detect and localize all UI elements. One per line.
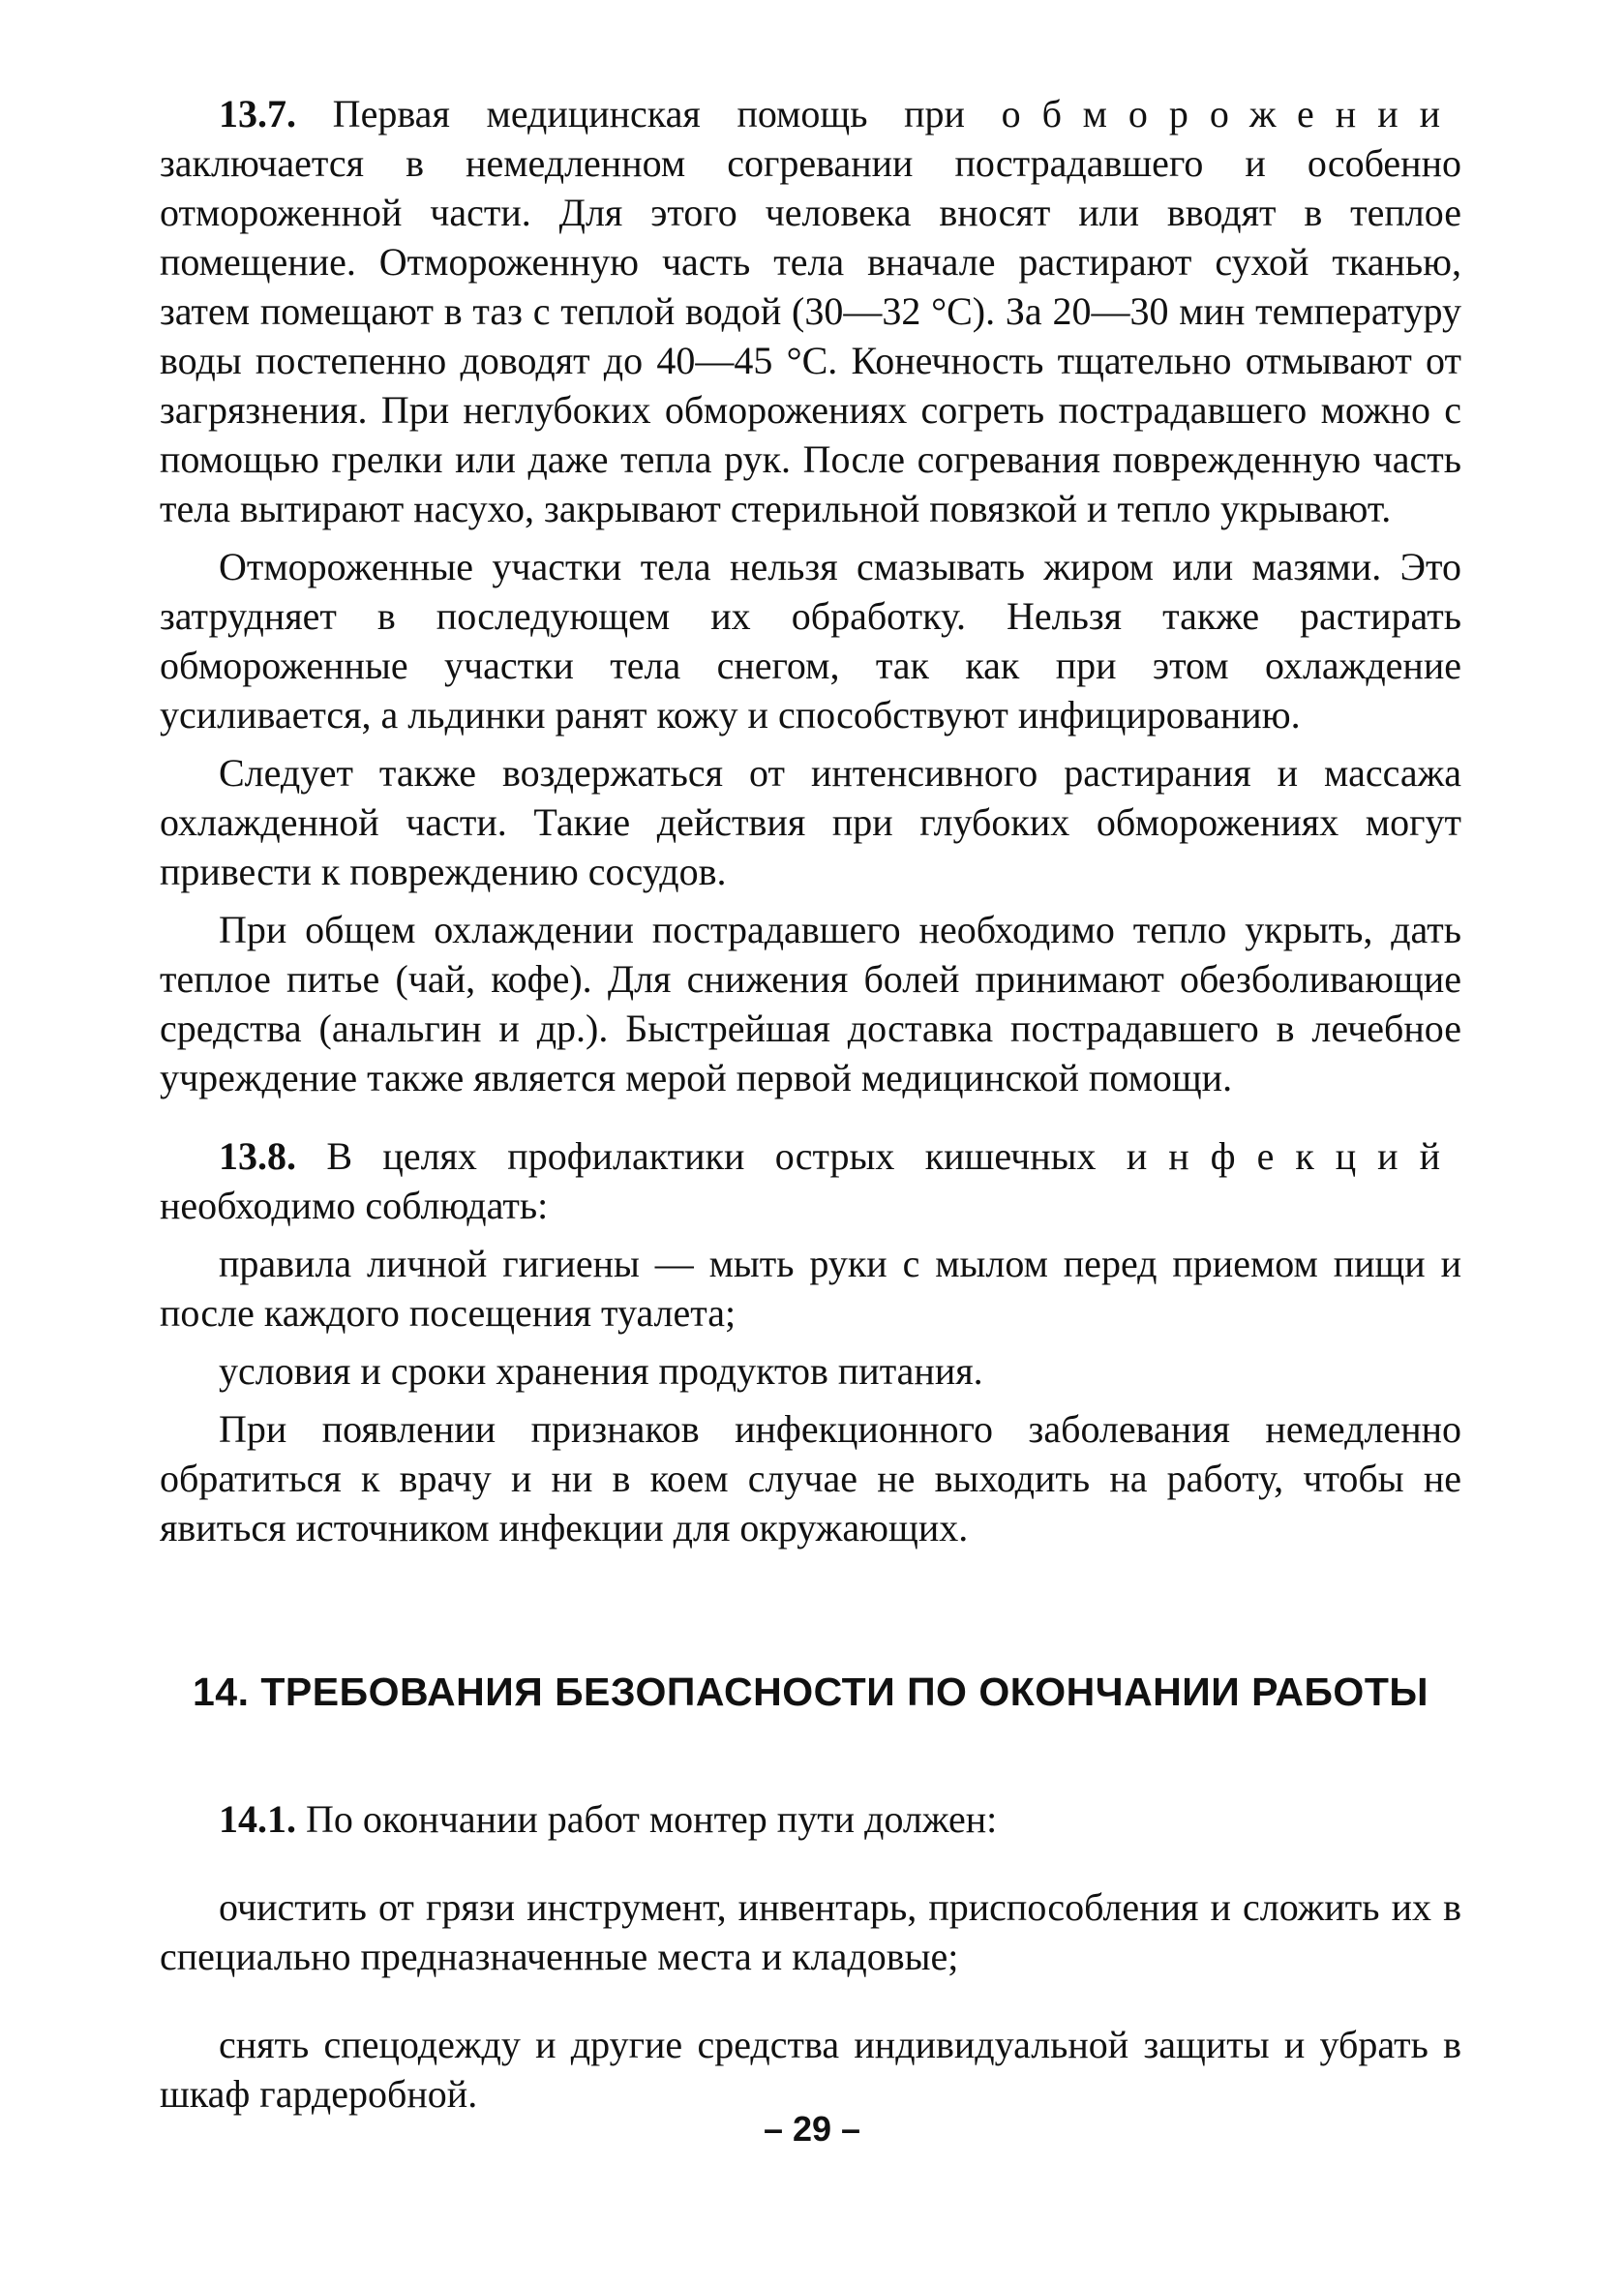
list-item-remove-workwear: снять спецодежду и другие средства индивидуальной защиты и убрать в шкаф гардеробной. — [160, 2023, 1461, 2116]
paragraph-text: По окончании работ монтер пути должен: — [296, 1797, 998, 1841]
page-number: – 29 – — [763, 2109, 861, 2149]
clause-number: 13.7. — [219, 92, 296, 135]
spaced-term: инфекций — [1126, 1134, 1461, 1178]
list-item-food-storage: условия и сроки хранения продуктов питания. — [219, 1349, 983, 1393]
paragraph-14-1 — [160, 1794, 1461, 1844]
paragraph-frostbite-massage: Следует также воздержаться от интенсивного растирания и массажа охлажденной части. Такие действия при глубоких обморожениях могут привести к повреждению сосудов. — [160, 751, 1461, 893]
clause-number: 14.1. — [219, 1797, 296, 1841]
document-page — [160, 89, 1461, 2119]
paragraph-text: необходимо соблюдать: — [160, 1184, 549, 1227]
paragraph-text: В целях профилактики острых кишечных — [296, 1134, 1127, 1178]
paragraph-13-7 — [160, 89, 1461, 533]
section-heading: 14. ТРЕБОВАНИЯ БЕЗОПАСНОСТИ ПО ОКОНЧАНИИ РАБОТЫ — [192, 1669, 1429, 1714]
paragraph-frostbite-ointments: Отмороженные участки тела нельзя смазывать жиром или мазями. Это затрудняет в последующем их обработку. Нельзя также растирать обмороженные участки тела снегом, так как при этом охлаждение усиливается, а льдинки ранят кожу и способствуют инфицированию. — [160, 545, 1461, 737]
spaced-term: обморожении — [1001, 92, 1461, 135]
list-item-clean-tools: очистить от грязи инструмент, инвентарь, приспособления и сложить их в специально предназначенные места и кладовые; — [160, 1885, 1461, 1978]
paragraph-13-8 — [160, 1131, 1461, 1230]
paragraph-text: Первая медицинская помощь при — [296, 92, 1002, 135]
list-item-hygiene: правила личной гигиены — мыть руки с мылом перед приемом пищи и после каждого посещения туалета; — [160, 1242, 1461, 1335]
paragraph-text: заключается в немедленном согревании пострадавшего и особенно отмороженной части. Для этого человека вносят или вводят в теплое помещение. Отмороженную часть тела вначале растирают сухой тканью, затем помещают в таз с теплой водой (30—32 °С). За 20—30 мин температуру воды постепенно доводят до 40—45 °С. Конечность тщательно отмывают от загрязнения. При неглубоких обморожениях согреть пострадавшего можно с помощью грелки или даже тепла рук. После согревания поврежденную часть тела вытирают насухо, закрывают стерильной повязкой и тепло укрывают. — [160, 141, 1461, 530]
paragraph-infection-symptoms: При появлении признаков инфекционного заболевания немедленно обратиться к врачу и ни в коем случае не выходить на работу, чтобы не явиться источником инфекции для окружающих. — [160, 1407, 1461, 1549]
paragraph-general-cooling: При общем охлаждении пострадавшего необходимо тепло укрыть, дать теплое питье (чай, кофе). Для снижения болей принимают обезболивающие средства (анальгин и др.). Быстрейшая доставка пострадавшего в лечебное учреждение также является мерой первой медицинской помощи. — [160, 908, 1461, 1099]
clause-number: 13.8. — [219, 1134, 296, 1178]
